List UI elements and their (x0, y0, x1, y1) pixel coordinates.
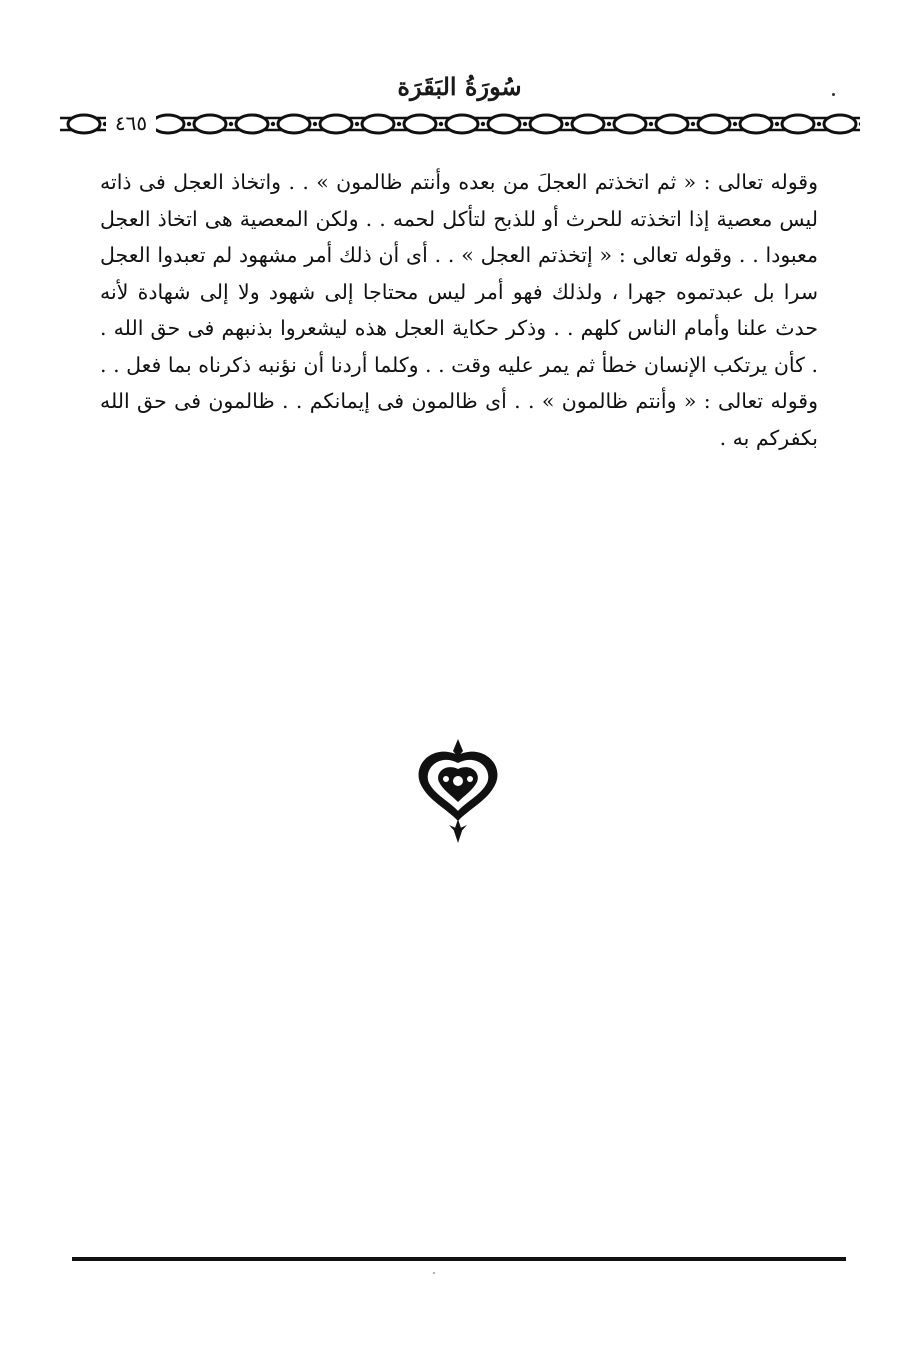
chain-dot (355, 122, 359, 126)
chain-link (236, 115, 268, 133)
commentary-paragraph: وقوله تعالى : « ثم اتخذتم العجلَ من بعده وأنتم ظالمون » . . واتخاذ العجل فى ذاته ليس معصية إذا اتخذته للحرث أو للذبح لتأكل لحمه . . ولكن المعصية هى اتخاذ العجل معبودا . . وقوله تعالى : « إتخذتم العجل » . . أى أن ذلك أمر مشهود لم تعبدوا العجل سرا بل عبدتموه جهرا ، ولذلك فهو أمر ليس محتاجا إلى شهود ولا إلى شهادة لأنه حدث علنا وأمام الناس كلهم . . وذكر حكاية العجل هذه ليشعروا بذنبهم فى حق الله . . كأن يرتكب الإنسان خطأ ثم يمر عليه وقت . . وكلما أردنا أن نؤنبه ذكرناه بما فعل . . وقوله تعالى : « وأنتم ظالمون » . . أى ظالمون فى إيمانكم . . ظالمون فى حق الله بكفركم به . (100, 170, 818, 450)
page-number: ٤٦٥ (106, 108, 156, 138)
chain-link (194, 115, 226, 133)
chain-link (656, 115, 688, 133)
chain-dot (775, 122, 779, 126)
chain-dot (439, 122, 443, 126)
chain-border (60, 106, 860, 142)
chain-dot (691, 122, 695, 126)
chain-dot (523, 122, 527, 126)
chain-link (404, 115, 436, 133)
chain-link (572, 115, 604, 133)
floral-vignette-icon (413, 735, 503, 847)
chain-dot (187, 122, 191, 126)
chain-dot (229, 122, 233, 126)
commentary-text (100, 164, 818, 456)
surah-title: سُورَةُ البَقَرَة (397, 72, 522, 101)
chain-border-icon (60, 106, 860, 142)
chain-dot (733, 122, 737, 126)
chain-link (488, 115, 520, 133)
chain-link (824, 115, 856, 133)
footer-rule (72, 1257, 846, 1261)
chain-link (446, 115, 478, 133)
page-speck (433, 1272, 435, 1274)
chain-link (68, 115, 100, 133)
chain-link (362, 115, 394, 133)
chain-link (782, 115, 814, 133)
chain-dot (649, 122, 653, 126)
chain-dot (313, 122, 317, 126)
chain-link (698, 115, 730, 133)
page-speck (832, 93, 835, 96)
chain-dot (271, 122, 275, 126)
chain-link (320, 115, 352, 133)
chain-link (530, 115, 562, 133)
chain-link (614, 115, 646, 133)
chain-dot (397, 122, 401, 126)
chain-link (152, 115, 184, 133)
chain-dot (565, 122, 569, 126)
chain-dot (817, 122, 821, 126)
chain-dot (859, 122, 860, 126)
chain-dot (607, 122, 611, 126)
chain-link (740, 115, 772, 133)
chain-dot (481, 122, 485, 126)
chain-link (278, 115, 310, 133)
